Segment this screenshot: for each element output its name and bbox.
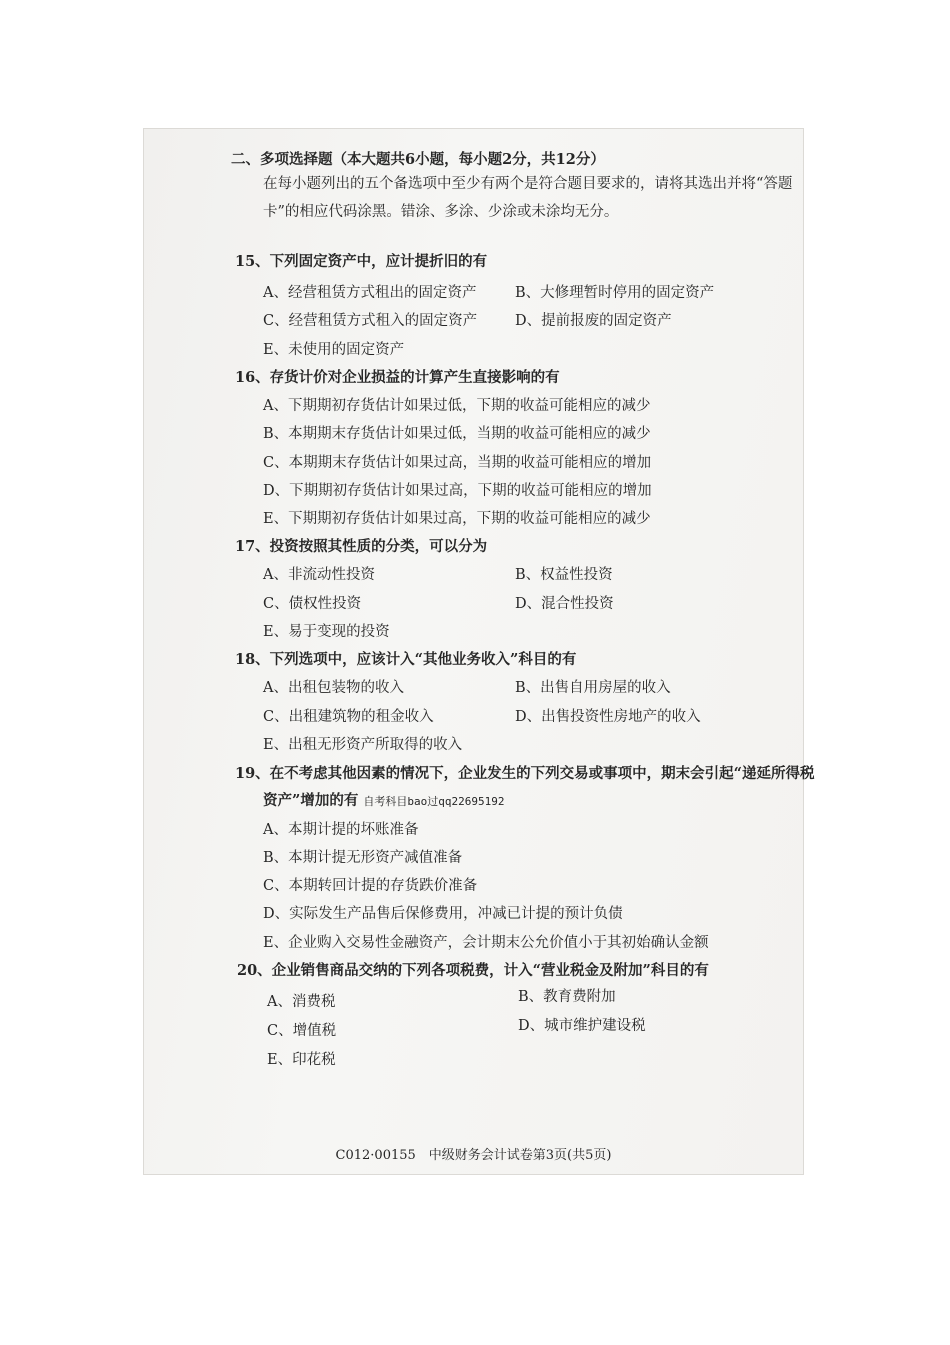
question-18-stem: 18、下列选项中，应该计入“其他业务收入”科目的有 (235, 651, 577, 668)
question-19-option-c: C、本期转回计提的存货跌价准备 (263, 878, 478, 894)
question-16-option-b: B、本期期末存货估计如果过低，当期的收益可能相应的减少 (263, 426, 651, 442)
question-16-option-c: C、本期期末存货估计如果过高，当期的收益可能相应的增加 (263, 455, 652, 471)
question-17-option-c: C、债权性投资 (263, 596, 362, 612)
question-15-option-a: A、经营租赁方式租出的固定资产 (263, 285, 477, 301)
question-19-option-b: B、本期计提无形资产减值准备 (263, 850, 463, 866)
question-18-option-a: A、出租包装物的收入 (263, 680, 404, 696)
question-17-option-e: E、易于变现的投资 (263, 624, 390, 640)
question-20-option-e: E、印花税 (267, 1052, 336, 1068)
question-19-option-a: A、本期计提的坏账准备 (263, 822, 419, 838)
question-19-stem-line-2 (263, 791, 505, 812)
instruction-line-2: 卡”的相应代码涂黑。错涂、多涂、少涂或未涂均无分。 (263, 204, 619, 220)
question-18-option-b: B、出售自用房屋的收入 (515, 680, 671, 696)
question-15-option-e: E、未使用的固定资产 (263, 342, 405, 358)
question-19-option-d: D、实际发生产品售后保修费用，冲减已计提的预计负债 (263, 906, 623, 922)
question-19-stem-text: 资产”增加的有 (263, 792, 359, 809)
question-15-option-d: D、提前报废的固定资产 (515, 313, 672, 329)
question-16-option-d: D、下期期初存货估计如果过高，下期的收益可能相应的增加 (263, 483, 652, 499)
question-17-option-b: B、权益性投资 (515, 567, 613, 583)
question-16-stem: 16、存货计价对企业损益的计算产生直接影响的有 (235, 369, 560, 386)
scanned-page (143, 128, 815, 1175)
question-20-stem: 20、企业销售商品交纳的下列各项税费，计入“营业税金及附加”科目的有 (237, 962, 709, 979)
question-19-option-e: E、企业购入交易性金融资产，会计期末公允价值小于其初始确认金额 (263, 935, 709, 951)
question-15-option-b: B、大修理暂时停用的固定资产 (515, 285, 715, 301)
question-17-option-a: A、非流动性投资 (263, 567, 375, 583)
question-16-option-a: A、下期期初存货估计如果过低，下期的收益可能相应的减少 (263, 398, 651, 414)
question-18-option-e: E、出租无形资产所取得的收入 (263, 737, 463, 753)
question-16-option-e: E、下期期初存货估计如果过高，下期的收益可能相应的减少 (263, 511, 651, 527)
question-20-option-c: C、增值税 (267, 1023, 337, 1039)
question-20-option-a: A、消费税 (267, 994, 336, 1010)
question-20-option-d: D、城市维护建设税 (518, 1018, 646, 1034)
question-19-stem-line-1: 19、在不考虑其他因素的情况下，企业发生的下列交易或事项中，期末会引起“递延所得税 (235, 765, 815, 782)
section-heading: 二、多项选择题（本大题共6小题，每小题2分，共12分） (231, 151, 605, 168)
question-15-option-c: C、经营租赁方式租入的固定资产 (263, 313, 478, 329)
question-20-option-b: B、教育费附加 (518, 989, 616, 1005)
question-18-option-c: C、出租建筑物的租金收入 (263, 709, 434, 725)
question-17-stem: 17、投资按照其性质的分类，可以分为 (235, 538, 488, 555)
question-19-note: 自考科目bao过qq22695192 (363, 795, 505, 808)
question-15-stem: 15、下列固定资产中，应计提折旧的有 (235, 253, 488, 270)
page-footer: C012·00155 中级财务会计试卷第3页(共5页) (335, 1148, 612, 1163)
instruction-line-1: 在每小题列出的五个备选项中至少有两个是符合题目要求的，请将其选出并将“答题 (263, 176, 793, 192)
question-18-option-d: D、出售投资性房地产的收入 (515, 709, 701, 725)
question-17-option-d: D、混合性投资 (515, 596, 614, 612)
